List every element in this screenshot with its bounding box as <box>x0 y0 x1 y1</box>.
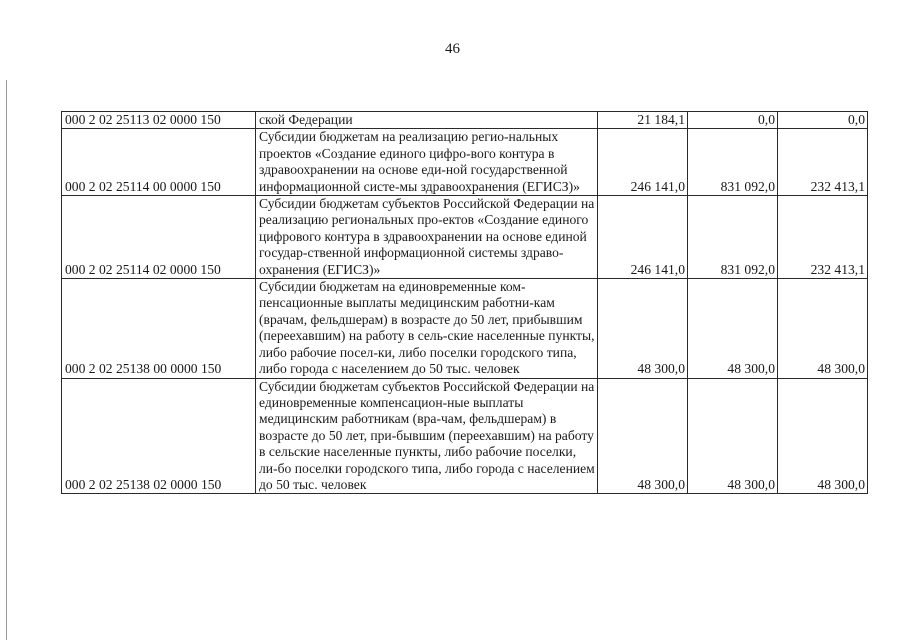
income-name: Субсидии бюджетам на единовременные ком-пенсационные выплаты медицинским работни-кам (врачам, фельдшерам) в возрасте до 50 лет, прибывшим (переехавшим) на работу в сель-ские населенные пункты, либо рабочие посел-ки, либо поселки городского типа, либо города с населением до 50 тыс. человек <box>256 279 598 378</box>
income-name: Субсидии бюджетам субъектов Российской Федерации на единовременные компенсацион-ные выплаты медицинским работникам (вра-чам, фельдшерам) в возрасте до 50 лет, при-бывшим (переехавшим) на работу в сельские населенные пункты, либо рабочие поселки, ли-бо поселки городского типа, либо города с населением до 50 тыс. человек <box>256 378 598 494</box>
page-edge-line <box>6 80 7 640</box>
income-name: Субсидии бюджетам субъектов Российской Федерации на реализацию региональных про-ектов «Создание единого цифрового контура в здравоохранении на основе единой государ-ственной информационной системы здраво-охранения (ЕГИСЗ)» <box>256 196 598 279</box>
page-number: 46 <box>445 41 460 57</box>
table-row <box>62 196 868 279</box>
amount-year-2: 831 092,0 <box>688 196 778 279</box>
income-code: 000 2 02 25114 02 0000 150 <box>62 196 256 279</box>
amount-year-1: 48 300,0 <box>598 378 688 494</box>
amount-year-2: 48 300,0 <box>688 279 778 378</box>
table-row <box>62 279 868 378</box>
amount-year-3: 0,0 <box>778 112 868 129</box>
amount-year-2: 831 092,0 <box>688 129 778 196</box>
amount-year-3: 48 300,0 <box>778 279 868 378</box>
income-name: Субсидии бюджетам на реализацию регио-нальных проектов «Создание единого цифро-вого контура в здравоохранении на основе еди-ной государственной информационной систе-мы здравоохранения (ЕГИСЗ)» <box>256 129 598 196</box>
table-row <box>62 112 868 129</box>
income-code: 000 2 02 25113 02 0000 150 <box>62 112 256 129</box>
income-name: ской Федерации <box>256 112 598 129</box>
amount-year-2: 48 300,0 <box>688 378 778 494</box>
table-row <box>62 378 868 494</box>
amount-year-1: 246 141,0 <box>598 196 688 279</box>
income-code: 000 2 02 25114 00 0000 150 <box>62 129 256 196</box>
income-code: 000 2 02 25138 00 0000 150 <box>62 279 256 378</box>
amount-year-1: 21 184,1 <box>598 112 688 129</box>
budget-table <box>61 111 868 494</box>
amount-year-3: 48 300,0 <box>778 378 868 494</box>
amount-year-3: 232 413,1 <box>778 196 868 279</box>
table-row <box>62 129 868 196</box>
amount-year-3: 232 413,1 <box>778 129 868 196</box>
amount-year-1: 48 300,0 <box>598 279 688 378</box>
amount-year-1: 246 141,0 <box>598 129 688 196</box>
income-code: 000 2 02 25138 02 0000 150 <box>62 378 256 494</box>
amount-year-2: 0,0 <box>688 112 778 129</box>
